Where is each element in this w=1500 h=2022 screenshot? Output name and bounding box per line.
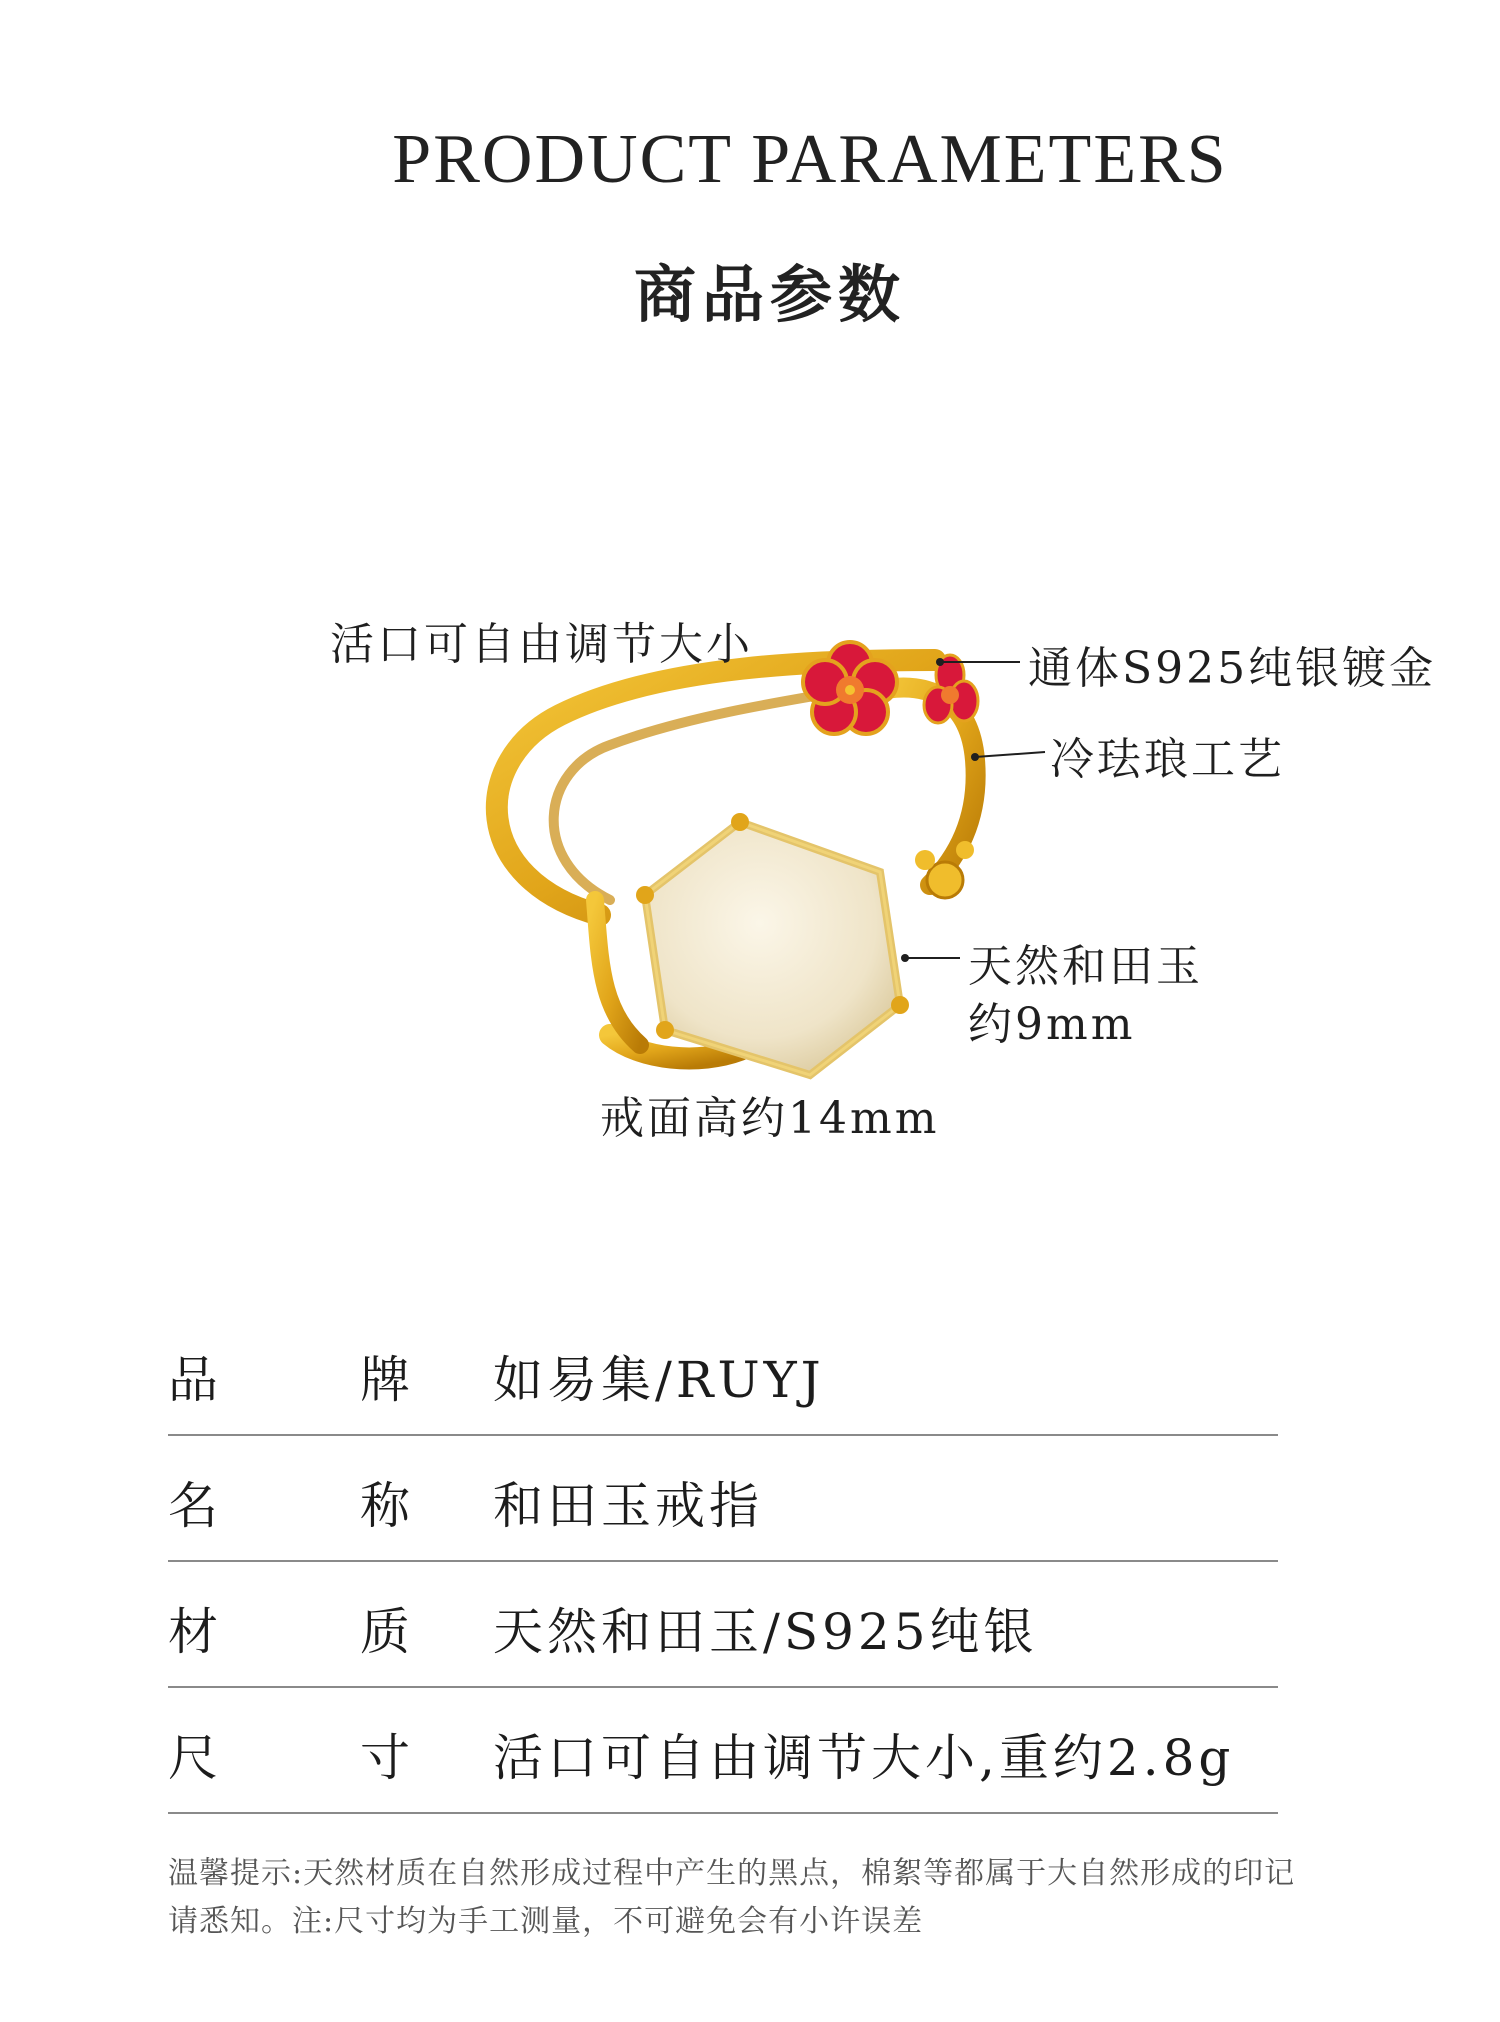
notice-line-2: 请悉知。注:尺寸均为手工测量，不可避免会有小许误差 <box>168 1904 924 1939</box>
annotation-stone-size: 约9mm <box>968 999 1136 1050</box>
annotation-material: 通体S925纯银镀金 <box>1028 643 1437 694</box>
annotation-craft: 冷珐琅工艺 <box>1050 734 1285 785</box>
spec-row-brand <box>168 1310 1278 1436</box>
annotation-face-height: 戒面高约14mm <box>600 1093 940 1144</box>
spec-key-char-2: 称 <box>360 1477 414 1535</box>
spec-key-char-2: 寸 <box>360 1729 414 1787</box>
spec-value: 天然和田玉/S925纯银 <box>493 1603 1038 1661</box>
spec-row-size <box>168 1688 1278 1814</box>
spec-value: 和田玉戒指 <box>493 1477 763 1535</box>
spec-value: 活口可自由调节大小,重约2.8g <box>493 1729 1235 1787</box>
spec-value: 如易集/RUYJ <box>493 1351 825 1409</box>
ring-band-lower <box>595 900 640 1045</box>
notice-line-1: 温馨提示:天然材质在自然形成过程中产生的黑点，棉絮等都属于大自然形成的印记 <box>168 1856 1296 1891</box>
gold-blossom <box>927 862 963 898</box>
spec-key-char-1: 材 <box>168 1603 222 1661</box>
annotation-adjustable: 活口可自由调节大小 <box>330 619 753 670</box>
page-title-en: PRODUCT PARAMETERS <box>392 121 1228 198</box>
spec-table <box>168 1310 1278 1814</box>
page-title-cn: 商品参数 <box>633 258 906 331</box>
leader-craft <box>975 752 1045 757</box>
spec-row-name <box>168 1436 1278 1562</box>
spec-key-char-1: 品 <box>168 1351 222 1409</box>
notice-text <box>168 1850 1488 1946</box>
spec-key-char-2: 质 <box>360 1603 414 1661</box>
spec-key-char-1: 名 <box>168 1477 222 1535</box>
spec-key-char-1: 尺 <box>168 1729 222 1787</box>
annotation-stone-name: 天然和田玉 <box>968 941 1203 992</box>
spec-row-material <box>168 1562 1278 1688</box>
spec-key-char-2: 牌 <box>360 1351 414 1409</box>
